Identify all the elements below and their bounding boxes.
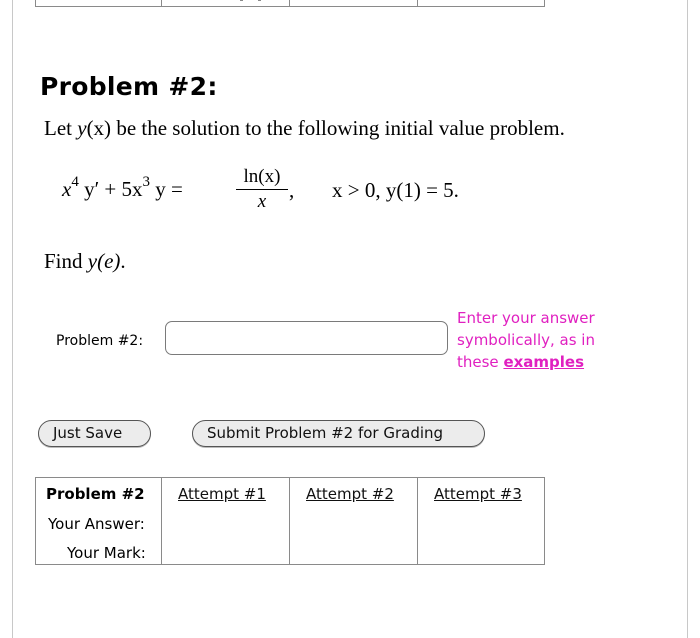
fraction-denominator: x bbox=[257, 191, 267, 212]
cut-text-fragment bbox=[240, 0, 243, 1]
table-divider bbox=[289, 0, 290, 6]
attempt-1-link[interactable]: Attempt #1 bbox=[178, 485, 266, 503]
attempt-2-link[interactable]: Attempt #2 bbox=[306, 485, 394, 503]
intro-y: y bbox=[77, 116, 87, 140]
just-save-button[interactable]: Just Save bbox=[38, 420, 151, 447]
equation-comma: , bbox=[289, 178, 295, 202]
hint-line-2: symbolically, as in bbox=[457, 331, 595, 349]
examples-link[interactable]: examples bbox=[503, 353, 585, 371]
fraction-numerator: ln(x) bbox=[243, 166, 281, 187]
cut-text-fragment bbox=[258, 0, 261, 1]
attempts-table bbox=[35, 477, 545, 565]
eq-exp-3: 3 bbox=[142, 174, 151, 190]
table-divider bbox=[417, 478, 418, 564]
problem-intro bbox=[44, 116, 565, 141]
eq-y-equals: y = bbox=[150, 177, 183, 201]
find-expr: y(e) bbox=[87, 249, 121, 273]
attempt-3-link[interactable]: Attempt #3 bbox=[434, 485, 522, 503]
intro-prefix: Let bbox=[44, 116, 78, 140]
row-label-your-mark: Your Mark: bbox=[67, 544, 146, 562]
hint-line-1: Enter your answer bbox=[457, 309, 595, 327]
problem-title: Problem #2: bbox=[40, 72, 218, 101]
submit-for-grading-button[interactable]: Submit Problem #2 for Grading bbox=[192, 420, 485, 447]
fraction-bar bbox=[236, 189, 288, 190]
ivp-equation bbox=[62, 166, 542, 226]
find-suffix: . bbox=[120, 249, 126, 273]
find-prefix: Find bbox=[44, 249, 88, 273]
hint-line-3-prefix: these bbox=[457, 353, 504, 371]
eq-x: x bbox=[62, 177, 72, 201]
hint-line-3 bbox=[457, 351, 595, 373]
equation-lhs bbox=[62, 176, 183, 202]
table-divider bbox=[161, 0, 162, 6]
equation-fraction bbox=[236, 166, 288, 213]
table-divider bbox=[161, 478, 162, 564]
previous-attempts-table-remnant bbox=[35, 0, 545, 7]
table-header-problem: Problem #2 bbox=[46, 485, 145, 503]
find-statement bbox=[44, 249, 126, 274]
table-divider bbox=[289, 478, 290, 564]
row-label-your-answer: Your Answer: bbox=[48, 515, 145, 533]
intro-suffix: be the solution to the following initial value problem. bbox=[111, 116, 565, 140]
table-divider bbox=[417, 0, 418, 6]
answer-hint bbox=[457, 307, 595, 373]
eq-exp-4: 4 bbox=[71, 174, 79, 190]
eq-middle: y′ + 5x bbox=[78, 177, 143, 201]
equation-conditions: x > 0, y(1) = 5. bbox=[332, 178, 459, 202]
answer-input[interactable] bbox=[165, 321, 448, 355]
answer-label: Problem #2: bbox=[56, 333, 144, 349]
intro-paren-x: (x) bbox=[86, 116, 112, 140]
